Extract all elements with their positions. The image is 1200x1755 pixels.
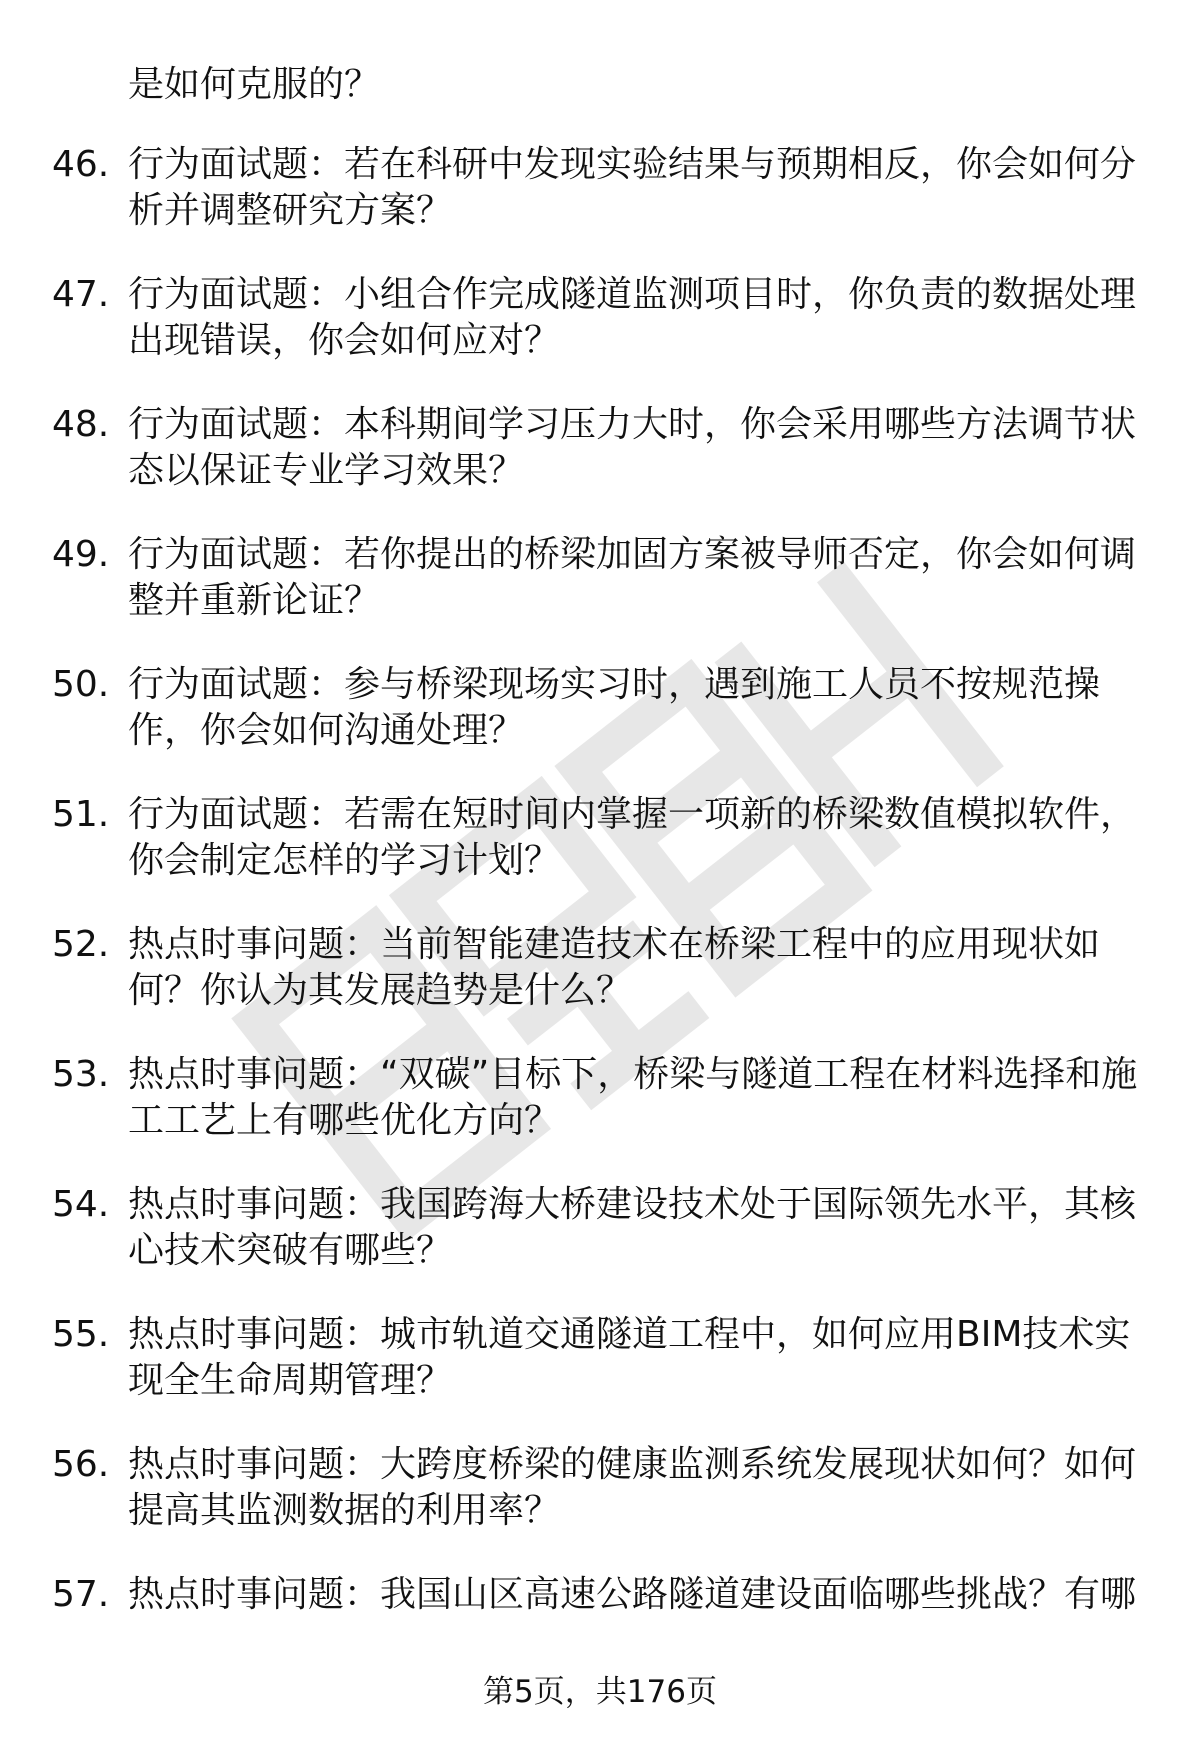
list-item (0, 402, 1200, 532)
question-number: 57. (52, 1574, 110, 1615)
list-item (0, 1052, 1200, 1182)
question-number: 52. (52, 924, 110, 965)
question-number: 49. (52, 534, 110, 575)
question-number: 56. (52, 1444, 110, 1485)
question-text: 行为面试题：参与桥梁现场实习时，遇到施工人员不按规范操作，你会如何沟通处理？ (128, 664, 1101, 751)
question-number: 55. (52, 1314, 110, 1355)
question-number: 50. (52, 664, 110, 705)
list-item (0, 792, 1200, 922)
list-item (0, 272, 1200, 402)
list-item (0, 1182, 1200, 1312)
question-text: 行为面试题：若在科研中发现实验结果与预期相反，你会如何分析并调整研究方案？ (128, 144, 1137, 231)
question-number: 46. (52, 144, 110, 185)
question-text: 行为面试题：本科期间学习压力大时，你会采用哪些方法调节状态以保证专业学习效果？ (128, 404, 1137, 491)
continuation-text: 是如何克服的？ (128, 64, 381, 105)
list-item (0, 922, 1200, 1052)
question-number: 51. (52, 794, 110, 835)
question-text: 行为面试题：若需在短时间内掌握一项新的桥梁数值模拟软件，你会制定怎样的学习计划？ (128, 794, 1137, 881)
question-number: 48. (52, 404, 110, 445)
question-number: 54. (52, 1184, 110, 1225)
question-text: 热点时事问题：我国跨海大桥建设技术处于国际领先水平，其核心技术突破有哪些？ (128, 1184, 1137, 1271)
list-item (0, 1312, 1200, 1442)
question-text: 行为面试题：若你提出的桥梁加固方案被导师否定，你会如何调整并重新论证？ (128, 534, 1137, 621)
list-item (0, 1442, 1200, 1572)
page-footer (0, 1672, 1200, 1712)
question-text: 热点时事问题：“双碳”目标下，桥梁与隧道工程在材料选择和施工工艺上有哪些优化方向？ (128, 1054, 1138, 1141)
question-text: 热点时事问题：当前智能建造技术在桥梁工程中的应用现状如何？你认为其发展趋势是什么？ (128, 924, 1101, 1011)
question-number: 53. (52, 1054, 110, 1095)
question-text: 热点时事问题：大跨度桥梁的健康监测系统发展现状如何？如何提高其监测数据的利用率？ (128, 1444, 1137, 1531)
question-text: 热点时事问题：我国山区高速公路隧道建设面临哪些挑战？有哪 (128, 1574, 1137, 1615)
list-item (0, 142, 1200, 272)
page-number-label: 第5页，共176页 (483, 1674, 717, 1710)
question-list (0, 142, 1200, 1702)
list-item (0, 532, 1200, 662)
question-number: 47. (52, 274, 110, 315)
list-item (0, 662, 1200, 792)
question-text: 热点时事问题：城市轨道交通隧道工程中，如何应用BIM技术实现全生命周期管理？ (128, 1314, 1131, 1401)
question-text: 行为面试题：小组合作完成隧道监测项目时，你负责的数据处理出现错误，你会如何应对？ (128, 274, 1137, 361)
